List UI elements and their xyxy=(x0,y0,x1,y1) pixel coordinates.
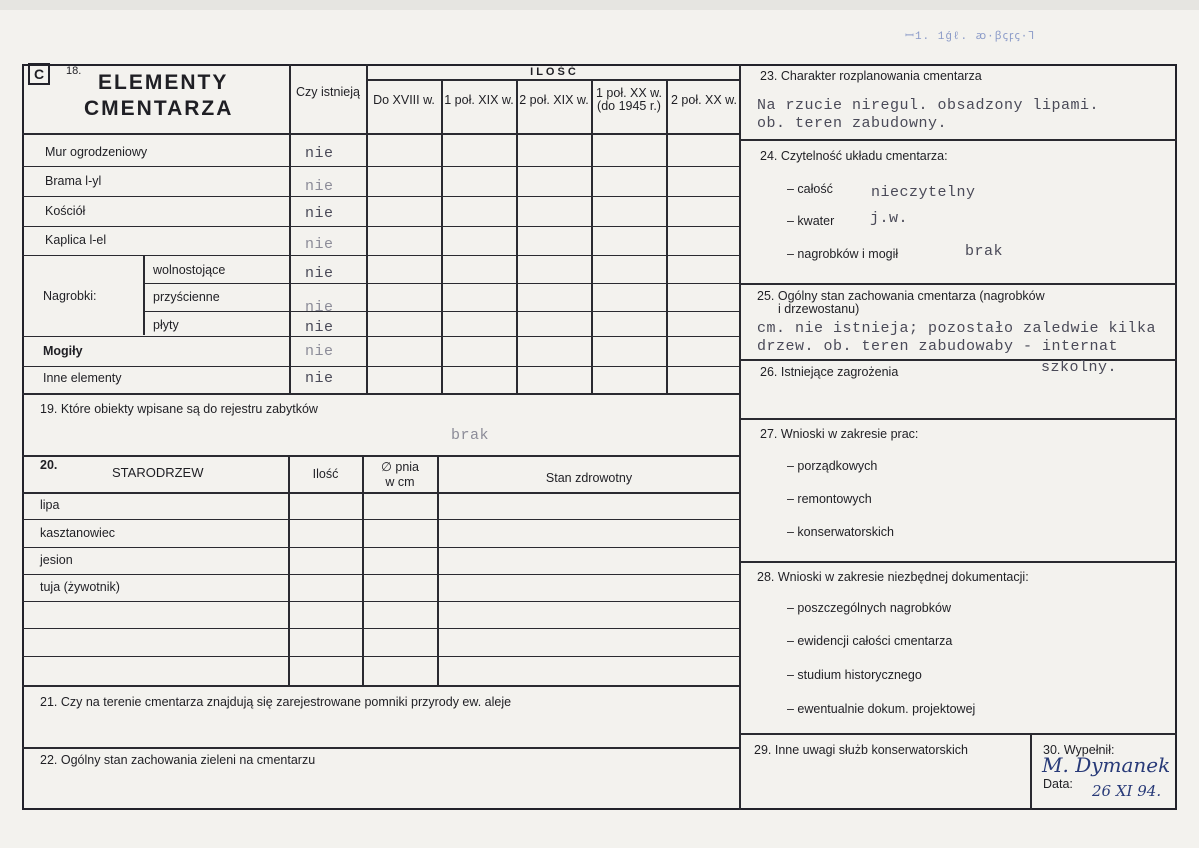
s27-item: – remontowych xyxy=(787,492,872,506)
s24-label: 24. Czytelność układu cmentarza: xyxy=(760,149,948,163)
tree-row: jesion xyxy=(40,553,73,567)
section-letter-box: C xyxy=(28,63,50,85)
s28-item: – studium historycznego xyxy=(787,668,922,682)
col-ilosc: Ilość xyxy=(312,467,339,481)
row-label: Kaplica l-el xyxy=(45,233,107,247)
s27-item: – porządkowych xyxy=(787,459,878,473)
tree-row: kasztanowiec xyxy=(40,526,116,540)
row-value: nie xyxy=(305,299,334,316)
s23-line2: ob. teren zabudowny. xyxy=(757,115,948,132)
tree-row: lipa xyxy=(40,498,60,512)
s26-label: 26. Istniejące zagrożenia xyxy=(760,365,899,379)
s25-line2: drzew. ob. teren zabudowaby - internat xyxy=(757,338,1119,355)
col-pnia-unit: w cm xyxy=(385,475,415,489)
row-value: nie xyxy=(305,343,334,360)
row-label: Inne elementy xyxy=(43,371,122,385)
row-label: Mogiły xyxy=(43,344,83,358)
s27-item: – konserwatorskich xyxy=(787,525,894,539)
row-label: wolnostojące xyxy=(153,263,226,277)
s24-kwater-value: j.w. xyxy=(870,210,909,227)
date-label: Data: xyxy=(1043,777,1073,791)
s18-title-2: CMENTARZA xyxy=(84,97,234,120)
ilosc-header: I L O Ś Ć xyxy=(530,66,576,78)
row-label: Kościół xyxy=(45,204,86,218)
s24-nagrobkow: – nagrobków i mogił xyxy=(787,247,899,261)
s23-line1: Na rzucie niregul. obsadzony lipami. xyxy=(757,97,1100,114)
s24-nagrobkow-value: brak xyxy=(965,243,1004,260)
s25-line3: szkolny. xyxy=(1041,359,1118,376)
s28-item: – ewentualnie dokum. projektowej xyxy=(787,702,976,716)
col-2pol-xix: 2 poł. XIX w. xyxy=(519,93,589,107)
row-label: Brama l-yl xyxy=(45,174,102,188)
row-label: płyty xyxy=(153,318,179,332)
s28-item: – ewidencji całości cmentarza xyxy=(787,634,953,648)
row-label: przyścienne xyxy=(153,290,220,304)
row-label: Mur ogrodzeniowy xyxy=(45,145,148,159)
tree-row: tuja (żywotnik) xyxy=(40,580,120,594)
s25-line1: cm. nie istnieja; pozostało zaledwie kilka xyxy=(757,320,1157,337)
s19-label: 19. Które obiekty wpisane są do rejestru zabytków xyxy=(40,402,318,416)
col-pnia: ∅ pnia xyxy=(381,460,419,474)
s21-label: 21. Czy na terenie cmentarza znajdują się zarejestrowane pomniki przyrody ew. aleje xyxy=(40,695,512,709)
row-value: nie xyxy=(305,145,334,162)
s24-calosc-value: nieczytelny xyxy=(871,184,976,201)
col-do-xviii: Do XVIII w. xyxy=(373,93,435,107)
col-1pol-xix: 1 poł. XIX w. xyxy=(444,93,514,107)
s30-label: 30. Wypełnił: xyxy=(1043,743,1115,757)
s19-value: brak xyxy=(451,427,490,444)
s22-label: 22. Ogólny stan zachowania zieleni na cmentarzu xyxy=(40,753,316,767)
row-value: nie xyxy=(305,178,334,195)
s20-title: STARODRZEW xyxy=(112,465,204,480)
signature-name: M. Dymanek xyxy=(1042,753,1171,777)
s18-title-1: ELEMENTY xyxy=(98,71,229,94)
s18-number: 18. xyxy=(66,65,82,77)
s28-label: 28. Wnioski w zakresie niezbędnej dokumentacji: xyxy=(757,570,1029,584)
signature-date: 26 XI 94. xyxy=(1092,782,1162,800)
stamp-text: ꟷ1. 1ǵℓ. ꜵ·ꞵꞔꝼꞔ·Ꞁ xyxy=(905,31,1036,43)
czy-istnieja-header: Czy istnieją xyxy=(296,85,360,99)
col-1pol-xx: 1 poł. XX w. (do 1945 r.) xyxy=(595,86,662,113)
col-2pol-xx: 2 poł. XX w. xyxy=(670,93,737,107)
scan-edge xyxy=(0,0,1199,10)
s27-label: 27. Wnioski w zakresie prac: xyxy=(760,427,919,441)
s23-label: 23. Charakter rozplanowania cmentarza xyxy=(760,69,982,83)
row-value: nie xyxy=(305,236,334,253)
s24-kwater: – kwater xyxy=(787,214,835,228)
s20-number: 20. xyxy=(40,458,58,472)
s28-item: – poszczególnych nagrobków xyxy=(787,601,951,615)
s29-label: 29. Inne uwagi służb konserwatorskich xyxy=(754,743,969,757)
row-value: nie xyxy=(305,265,334,282)
s25-label: 25. Ogólny stan zachowania cmentarza (nagrobków xyxy=(757,289,1045,303)
row-value: nie xyxy=(305,205,334,222)
col-stan-zdrowotny: Stan zdrowotny xyxy=(545,471,633,485)
nagrobki-label: Nagrobki: xyxy=(43,289,97,303)
row-value: nie xyxy=(305,319,334,336)
s25-label-2: i drzewostanu) xyxy=(778,302,860,316)
s24-calosc: – całość xyxy=(787,182,833,196)
row-value: nie xyxy=(305,370,334,387)
